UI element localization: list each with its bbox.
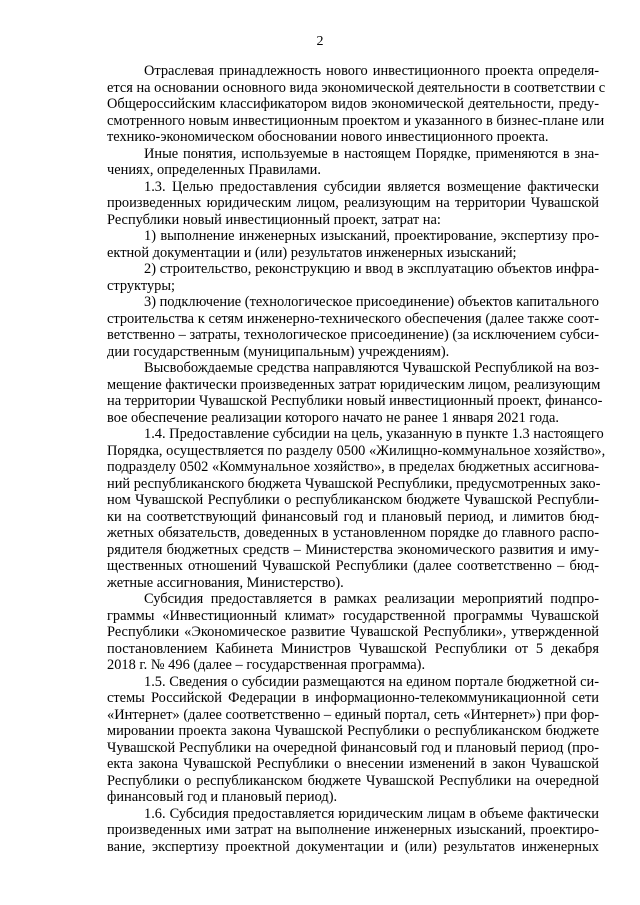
text-line: 2) строительство, реконструкцию и ввод в эксплуатацию объектов инфра-: [144, 261, 599, 277]
text-line: жетных обязательств, доведенных в установленном порядке до главного распо-: [107, 525, 599, 541]
text-line: жетные ассигнования, Министерство).: [107, 574, 344, 591]
text-line: 1.5. Сведения о субсидии размещаются на едином портале бюджетной си-: [144, 673, 599, 690]
text-line: Чувашской Республики на очередной финансовый год и плановый период (про-: [107, 739, 599, 756]
paragraph: [107, 63, 606, 146]
paragraph: [107, 294, 599, 360]
text-line: Отраслевая принадлежность нового инвестиционного проекта определя-: [144, 63, 599, 79]
text-line: подразделу 0502 «Коммунальное хозяйство», в пределах бюджетных ассигнова-: [107, 459, 599, 475]
text-line: щественных отношений Чувашской Республики (далее соответственно – бюд-: [107, 558, 599, 574]
text-line: екта закона Чувашской Республики о внесении изменений в закон Чувашской: [107, 756, 599, 772]
text-line: мещение фактически произведенных затрат юридическим лицом, реализующим: [107, 376, 601, 393]
text-line: рядителя бюджетных средств – Министерства экономического развития и иму-: [107, 541, 599, 558]
text-line: ется на основании основного вида экономической деятельности в соответствии с: [107, 79, 606, 96]
text-line: мировании проекта закона Чувашской Республики о республиканском бюджете: [107, 723, 599, 739]
text-line: произведенных юридическим лицом, реализующим на территории Чувашской: [107, 195, 599, 211]
text-line: ектной документации и (или) результатов инженерных изысканий;: [107, 244, 517, 261]
text-line: 2018 г. № 496 (далее – государственная программа).: [107, 657, 426, 673]
text-line: финансовый год и плановый период).: [107, 789, 338, 805]
text-line: структуры;: [107, 277, 176, 294]
paragraph: [107, 674, 599, 806]
text-line: 1.6. Субсидия предоставляется юридическим лицам в объеме фактически: [144, 805, 599, 822]
text-line: 1) выполнение инженерных изысканий, проектирование, экспертизу про-: [144, 228, 599, 244]
text-line: постановлением Кабинета Министров Чувашской Республики от 5 декабря: [107, 640, 599, 657]
paragraph: [107, 179, 599, 229]
text-line: строительства к сетям инженерно-технического обеспечения (далее также соот-: [107, 310, 599, 327]
text-line: дии государственным (муниципальным) учреждениям).: [107, 343, 450, 360]
paragraph: [107, 261, 599, 294]
text-line: ки на соответствующий финансовый год и плановый период, и лимитов бюд-: [107, 508, 599, 525]
paragraph: [107, 591, 599, 674]
paragraph: [107, 228, 599, 261]
paragraph: [107, 146, 599, 179]
text-line: «Интернет» (далее соответственно – единый портал, сеть «Интернет») при фор-: [107, 706, 600, 723]
document-body: [107, 63, 606, 855]
text-line: технико-экономическом обосновании нового инвестиционного проекта.: [107, 129, 549, 145]
text-line: вание, экспертизу проектной документации и (или) результатов инженерных: [107, 838, 599, 855]
text-line: ветственно – затраты, технологическое присоединение) (за исключением субси-: [107, 327, 599, 343]
text-line: стемы Российской Федерации в информационно-телекоммуникационной сети: [107, 690, 599, 706]
text-line: произведенных ими затрат на выполнение инженерных изысканий, проектиро-: [107, 822, 599, 838]
text-line: Субсидия предоставляется в рамках реализации мероприятий подпро-: [144, 591, 599, 607]
text-line: Порядка, осуществляется по разделу 0500 «Жилищно-коммунальное хозяйство»,: [107, 442, 606, 459]
text-line: Общероссийским классификатором видов экономической деятельности, преду-: [107, 96, 599, 112]
text-line: 3) подключение (технологическое присоединение) объектов капитального: [144, 294, 599, 310]
text-line: ном Чувашской Республики о республиканском бюджете Чувашской Республи-: [107, 492, 599, 508]
text-line: 1.3. Целью предоставления субсидии является возмещение фактически: [144, 178, 599, 195]
text-line: чениях, определенных Правилами.: [107, 162, 321, 178]
text-line: вое обеспечение реализации которого начато не ранее 1 января 2021 года.: [107, 409, 559, 426]
text-line: ний республиканского бюджета Чувашской Республики, предусмотренных зако-: [107, 475, 601, 492]
text-line: граммы «Инвестиционный климат» государственной программы Чувашской: [107, 607, 599, 624]
text-line: 1.4. Предоставление субсидии на цель, указанную в пункте 1.3 настоящего: [144, 426, 604, 442]
text-line: Высвобождаемые средства направляются Чувашской Республикой на воз-: [144, 360, 599, 376]
text-line: Иные понятия, используемые в настоящем Порядке, применяются в зна-: [144, 145, 599, 162]
paragraph: [107, 360, 603, 426]
text-line: Республики новый инвестиционный проект, затрат на:: [107, 211, 441, 228]
text-line: смотренного новым инвестиционным проектом и указанного в бизнес-плане или: [107, 112, 605, 129]
text-line: Республики о республиканском бюджете Чувашской Республики на очередной: [107, 772, 599, 789]
page-number: 2: [316, 34, 324, 49]
text-line: на территории Чувашской Республики новый инвестиционный проект, финансо-: [107, 393, 603, 409]
text-line: Республики «Экономическое развитие Чувашской Республики», утвержденной: [107, 624, 599, 640]
paragraph: [107, 426, 606, 591]
paragraph: [107, 806, 599, 856]
